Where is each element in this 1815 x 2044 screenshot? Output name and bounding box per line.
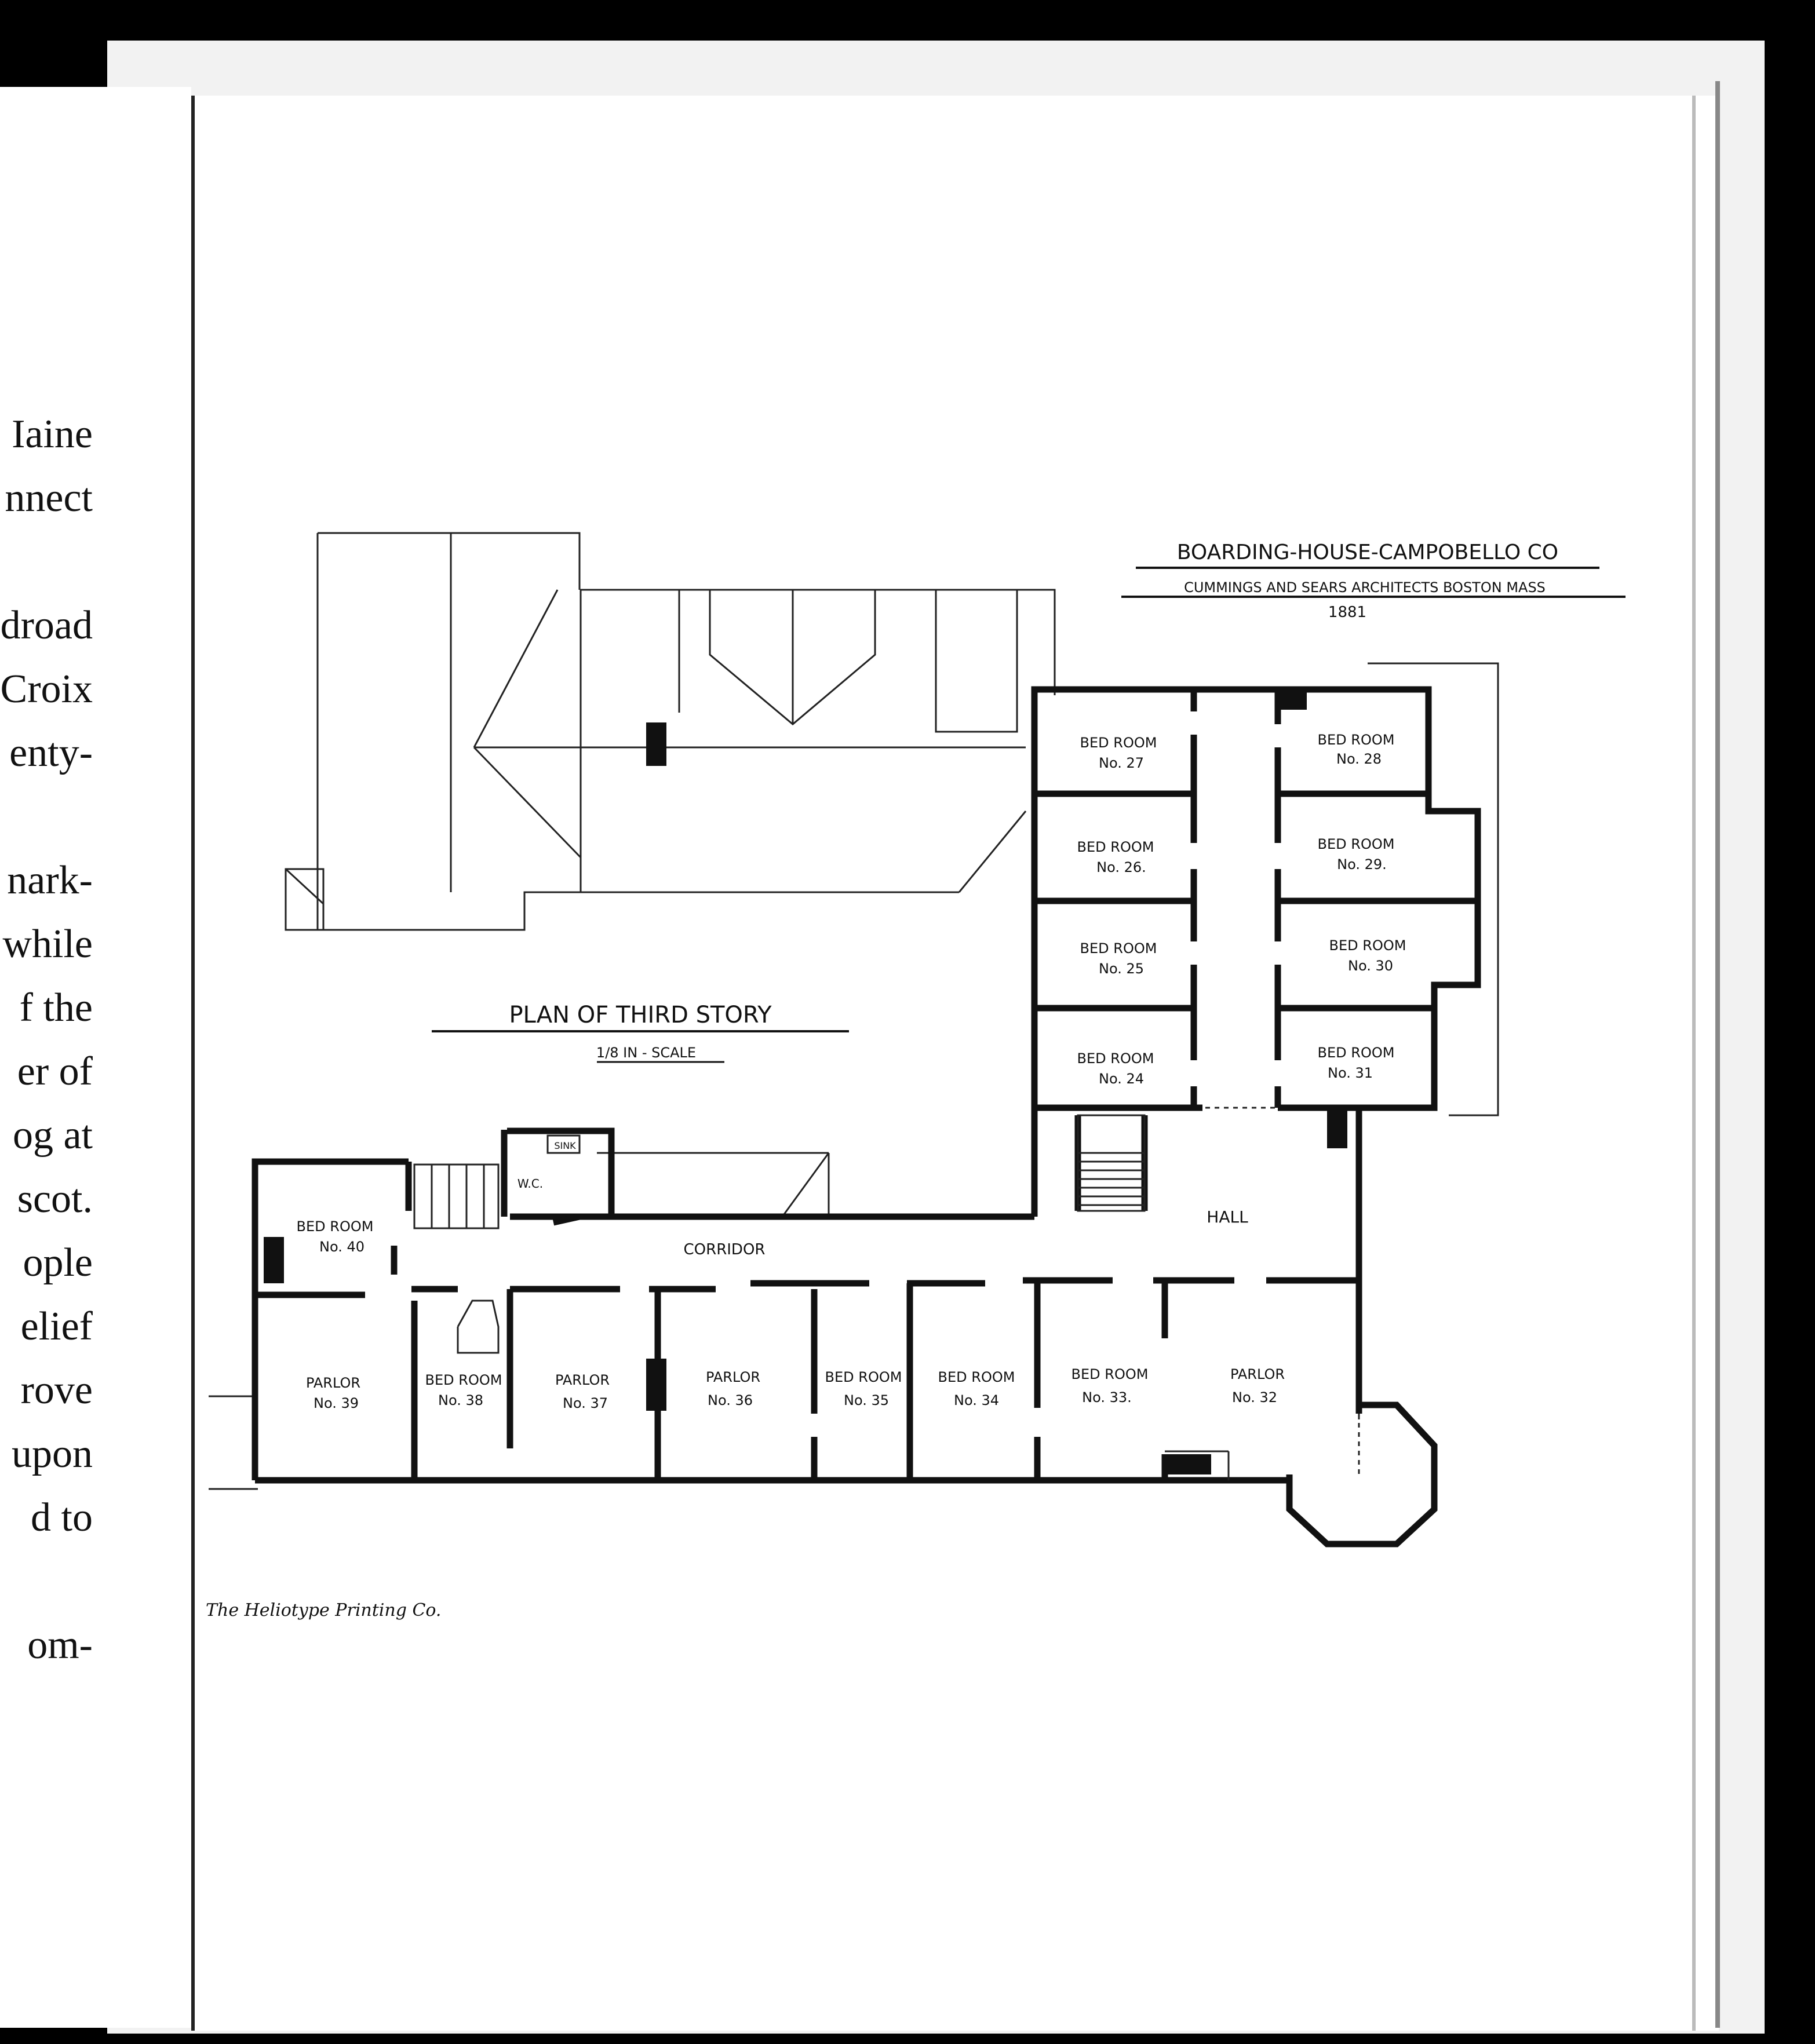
left-line: nnect xyxy=(5,476,93,520)
room-24-number: No. 24 xyxy=(1098,1071,1145,1087)
thin-lines xyxy=(414,1108,1359,1480)
room-24-name: BED ROOM xyxy=(1077,1050,1154,1067)
plan-title: PLAN OF THIRD STORY xyxy=(509,1002,772,1028)
room-26-name: BED ROOM xyxy=(1077,839,1154,855)
room-32-name: PARLOR xyxy=(1230,1366,1285,1382)
plan-label xyxy=(432,1002,849,1062)
chimney xyxy=(646,722,666,766)
corridor-label: CORRIDOR xyxy=(683,1241,766,1258)
left-line: Iaine xyxy=(12,412,93,457)
left-line: while xyxy=(2,922,93,966)
left-line: f the xyxy=(19,986,93,1030)
plan-scale: 1/8 IN - SCALE xyxy=(596,1045,697,1061)
room-34-number: No. 34 xyxy=(953,1392,1000,1408)
left-line: ople xyxy=(23,1240,93,1285)
left-line: enty- xyxy=(9,731,93,775)
room-27-name: BED ROOM xyxy=(1080,735,1157,751)
room-25-name: BED ROOM xyxy=(1080,940,1157,957)
left-line: scot. xyxy=(17,1177,93,1221)
architects-line: CUMMINGS AND SEARS ARCHITECTS BOSTON MASS xyxy=(1184,579,1546,596)
room-30-number: No. 30 xyxy=(1347,958,1394,974)
room-32-number: No. 32 xyxy=(1231,1389,1278,1406)
room-29-name: BED ROOM xyxy=(1317,836,1395,852)
left-line: Croix xyxy=(0,667,93,711)
room-35-name: BED ROOM xyxy=(825,1369,902,1385)
room-40-name: BED ROOM xyxy=(296,1218,374,1235)
room-36-number: No. 36 xyxy=(707,1392,753,1408)
room-34-name: BED ROOM xyxy=(938,1369,1015,1385)
fireplaces xyxy=(264,692,1347,1474)
left-line: om- xyxy=(27,1623,93,1667)
room-33-number: No. 33. xyxy=(1082,1389,1132,1406)
room-39-name: PARLOR xyxy=(305,1375,361,1391)
title-block xyxy=(1121,541,1626,621)
wc-label: W.C. xyxy=(517,1177,544,1191)
room-31-number: No. 31 xyxy=(1327,1065,1373,1081)
room-37-number: No. 37 xyxy=(562,1395,608,1411)
room-27-number: No. 27 xyxy=(1098,755,1145,771)
printer-credit: The Heliotype Printing Co. xyxy=(206,1600,442,1620)
room-40-number: No. 40 xyxy=(319,1239,365,1255)
room-28-name: BED ROOM xyxy=(1317,732,1395,748)
room-25-number: No. 25 xyxy=(1098,961,1145,977)
left-line: droad xyxy=(0,603,93,648)
drawing-year: 1881 xyxy=(1328,604,1367,621)
room-labels xyxy=(297,732,1406,1411)
room-29-number: No. 29. xyxy=(1337,856,1387,873)
room-26-number: No. 26. xyxy=(1096,859,1146,875)
left-line: upon xyxy=(12,1432,93,1476)
room-33-name: BED ROOM xyxy=(1071,1366,1149,1382)
hall-label: HALL xyxy=(1207,1207,1248,1227)
left-line: rove xyxy=(20,1368,93,1412)
drawing-title: BOARDING-HOUSE-CAMPOBELLO CO xyxy=(1176,541,1559,564)
room-30-name: BED ROOM xyxy=(1329,937,1406,954)
room-39-number: No. 39 xyxy=(313,1395,359,1411)
room-36-name: PARLOR xyxy=(705,1369,761,1385)
left-line: og at xyxy=(12,1113,93,1158)
room-28-number: No. 28 xyxy=(1336,751,1382,767)
room-37-name: PARLOR xyxy=(555,1372,610,1388)
left-line: d to xyxy=(31,1495,93,1540)
sink-label: SINK xyxy=(554,1140,576,1151)
walls xyxy=(255,689,1478,1544)
left-line: er of xyxy=(17,1049,93,1094)
room-38-name: BED ROOM xyxy=(425,1372,502,1388)
room-38-number: No. 38 xyxy=(438,1392,484,1408)
left-line: elief xyxy=(20,1304,93,1349)
left-line: nark- xyxy=(7,858,93,903)
room-31-name: BED ROOM xyxy=(1317,1045,1395,1061)
room-35-number: No. 35 xyxy=(843,1392,890,1408)
